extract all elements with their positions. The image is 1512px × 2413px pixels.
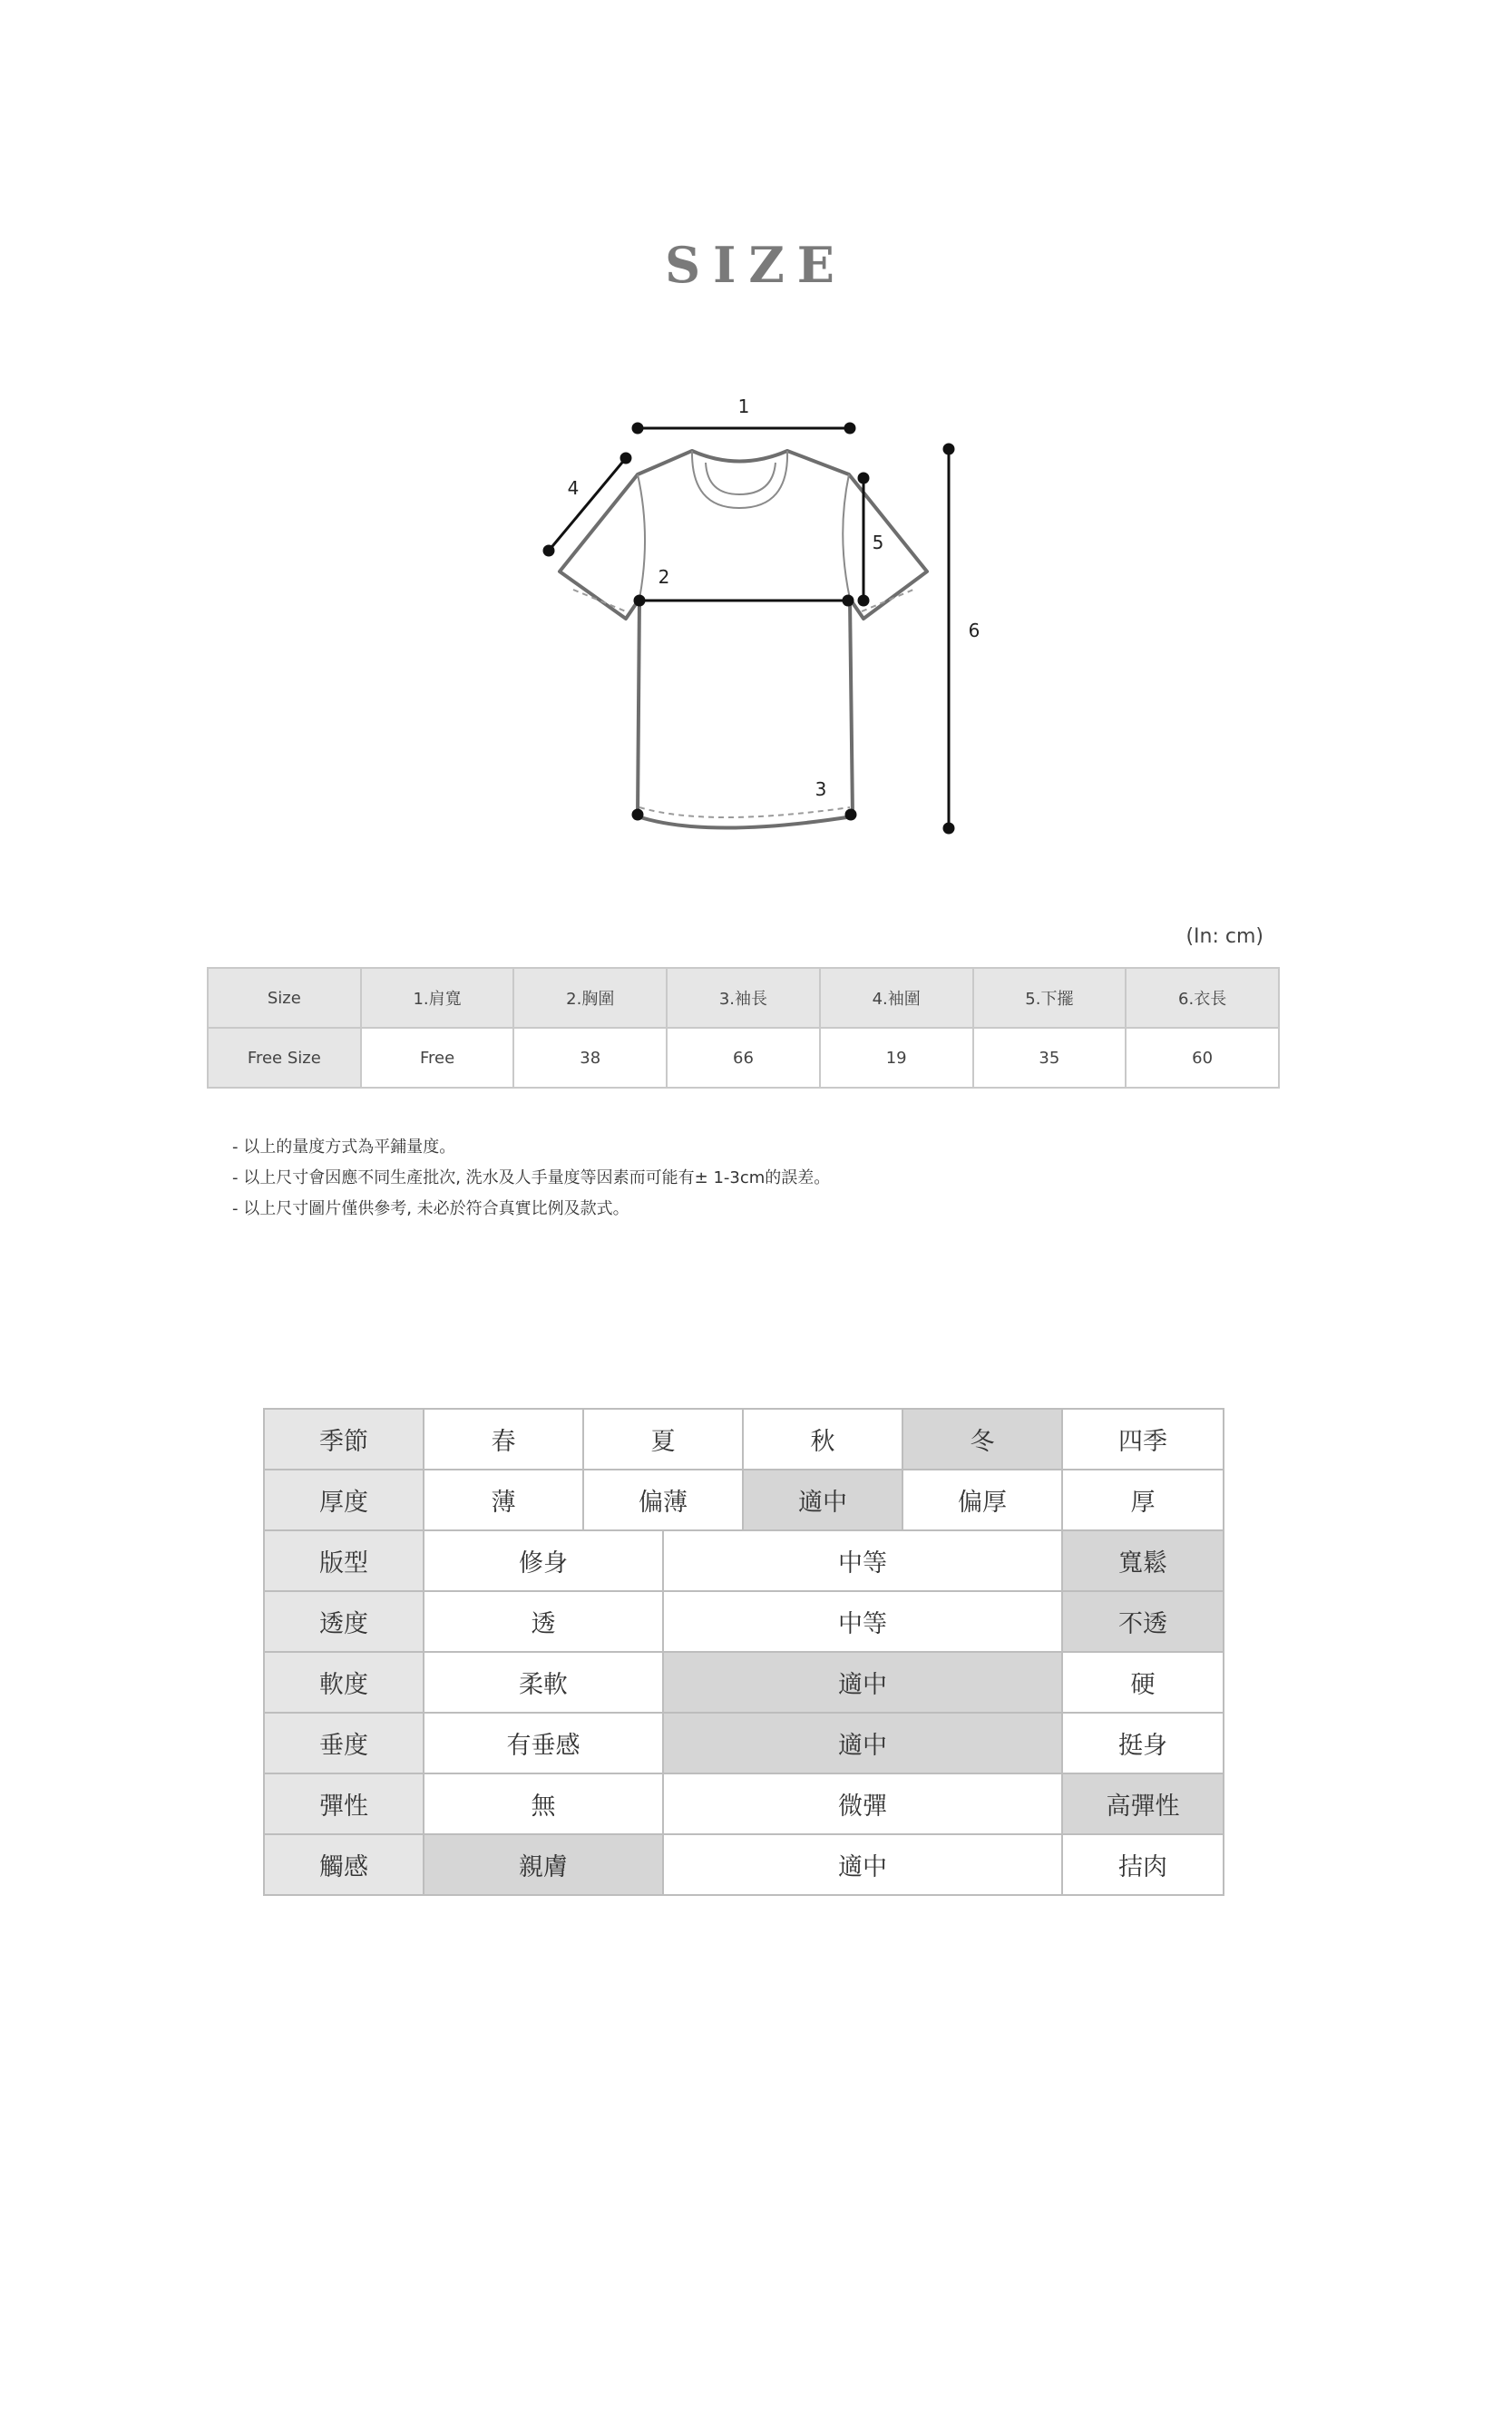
attribute-option: 夏 — [583, 1409, 743, 1470]
size-header-cell: 2.胸圍 — [513, 968, 667, 1028]
attribute-option: 寬鬆 — [1062, 1530, 1224, 1591]
size-value-cell: Free — [361, 1028, 514, 1088]
body-hem-stitch — [639, 807, 850, 817]
attribute-label: 厚度 — [264, 1470, 424, 1530]
attribute-label: 版型 — [264, 1530, 424, 1591]
tshirt-collar-inner — [692, 451, 787, 508]
size-value-cell: 60 — [1126, 1028, 1279, 1088]
attribute-option: 中等 — [663, 1591, 1062, 1652]
size-value-cell: 38 — [513, 1028, 667, 1088]
size-notes — [232, 1132, 830, 1225]
attribute-option: 透 — [424, 1591, 663, 1652]
attribute-option: 中等 — [663, 1530, 1062, 1591]
attribute-row — [264, 1834, 1224, 1895]
attribute-label: 透度 — [264, 1591, 424, 1652]
attribute-option: 親膚 — [424, 1834, 663, 1895]
attribute-option: 適中 — [663, 1713, 1062, 1773]
size-header-cell: 4.袖圍 — [820, 968, 973, 1028]
attribute-option: 偏薄 — [583, 1470, 743, 1530]
attribute-option: 適中 — [663, 1652, 1062, 1713]
size-header-cell: Size — [208, 968, 361, 1028]
size-table-header-row — [208, 968, 1279, 1028]
size-header-cell: 5.下擺 — [973, 968, 1127, 1028]
attribute-option: 適中 — [663, 1834, 1062, 1895]
attribute-option: 適中 — [743, 1470, 902, 1530]
fabric-attributes-table — [263, 1408, 1224, 1896]
attribute-row — [264, 1652, 1224, 1713]
attribute-option: 偏厚 — [902, 1470, 1062, 1530]
size-value-cell: 19 — [820, 1028, 973, 1088]
size-value-cell: 35 — [973, 1028, 1127, 1088]
attribute-option: 秋 — [743, 1409, 902, 1470]
attribute-option: 微彈 — [663, 1773, 1062, 1834]
attribute-row — [264, 1470, 1224, 1530]
attribute-row — [264, 1591, 1224, 1652]
attribute-option: 春 — [424, 1409, 583, 1470]
attribute-option: 無 — [424, 1773, 663, 1834]
page-title: SIZE — [665, 236, 847, 294]
attribute-row — [264, 1713, 1224, 1773]
attribute-option: 拮肉 — [1062, 1834, 1224, 1895]
attribute-label: 季節 — [264, 1409, 424, 1470]
attribute-option: 有垂感 — [424, 1713, 663, 1773]
measure-label-4: 4 — [567, 477, 580, 499]
attribute-option: 四季 — [1062, 1409, 1224, 1470]
measure-label-5: 5 — [872, 532, 884, 553]
attribute-option: 硬 — [1062, 1652, 1224, 1713]
measure-label-6: 6 — [968, 620, 980, 641]
size-header-cell: 1.肩寬 — [361, 968, 514, 1028]
note-line: - 以上的量度方式為平鋪量度。 — [232, 1138, 456, 1157]
size-table — [207, 967, 1280, 1089]
attribute-option: 冬 — [902, 1409, 1062, 1470]
measure-label-3: 3 — [815, 778, 827, 800]
attribute-option: 高彈性 — [1062, 1773, 1224, 1834]
tshirt-collar-rib — [706, 463, 776, 494]
attribute-row — [264, 1773, 1224, 1834]
attribute-option: 薄 — [424, 1470, 583, 1530]
note-line: - 以上尺寸會因應不同生產批次, 洗水及人手量度等因素而可能有± 1-3cm的誤差。 — [232, 1168, 831, 1187]
attribute-row — [264, 1409, 1224, 1470]
attribute-option: 柔軟 — [424, 1652, 663, 1713]
attribute-label: 軟度 — [264, 1652, 424, 1713]
measure-label-1: 1 — [737, 396, 750, 417]
attribute-label: 垂度 — [264, 1713, 424, 1773]
attribute-option: 修身 — [424, 1530, 663, 1591]
tshirt-measurement-diagram — [0, 0, 1512, 871]
attribute-option: 挺身 — [1062, 1713, 1224, 1773]
attribute-label: 彈性 — [264, 1773, 424, 1834]
attribute-option: 厚 — [1062, 1470, 1224, 1530]
size-value-cell: Free Size — [208, 1028, 361, 1088]
unit-label: (In: cm) — [1185, 925, 1263, 948]
measure-label-2: 2 — [658, 566, 670, 588]
size-value-cell: 66 — [667, 1028, 820, 1088]
attribute-label: 觸感 — [264, 1834, 424, 1895]
size-header-cell: 3.袖長 — [667, 968, 820, 1028]
note-line: - 以上尺寸圖片僅供參考, 未必於符合真實比例及款式。 — [232, 1199, 629, 1218]
size-header-cell: 6.衣長 — [1126, 968, 1279, 1028]
tshirt-armhole-right — [843, 474, 850, 599]
tshirt-armhole-left — [638, 474, 645, 599]
attribute-option: 不透 — [1062, 1591, 1224, 1652]
attribute-row — [264, 1530, 1224, 1591]
size-table-row — [208, 1028, 1279, 1088]
